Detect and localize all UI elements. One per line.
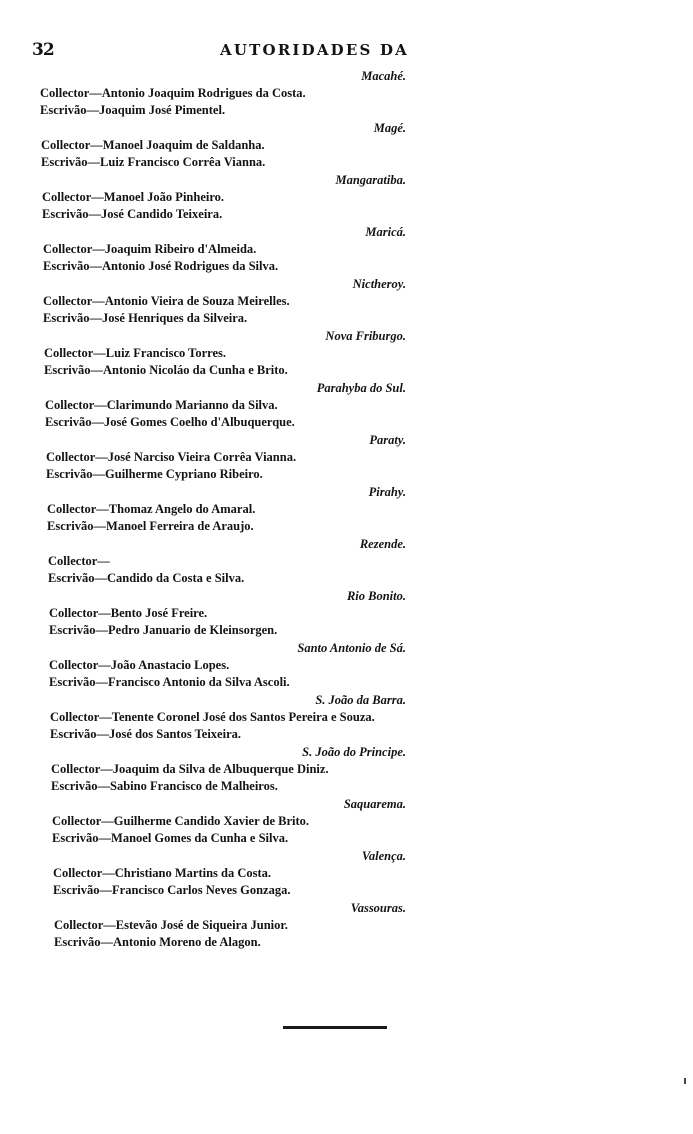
escrivao-line: [44, 362, 480, 379]
town-entry: [43, 223, 480, 275]
collector-label: Collector—: [47, 502, 109, 516]
escrivao-name: José Gomes Coelho d'Albuquerque.: [104, 415, 295, 429]
collector-label: Collector—: [40, 86, 102, 100]
escrivao-label: Escrivão—: [53, 883, 113, 897]
escrivao-line: [48, 570, 480, 587]
town-entry: [48, 535, 480, 587]
collector-line: [52, 813, 480, 830]
collector-line: [46, 449, 480, 466]
town-entry: [44, 327, 480, 379]
escrivao-name: Luiz Francisco Corrêa Vianna.: [100, 155, 266, 169]
collector-label: Collector—: [49, 658, 111, 672]
town-entry: [47, 483, 480, 535]
escrivao-name: Pedro Januario de Kleinsorgen.: [108, 623, 278, 637]
town-entry: [41, 119, 480, 171]
escrivao-name: José Candido Teixeira.: [101, 207, 223, 221]
collector-line: [45, 397, 480, 414]
collector-name: Christiano Martins da Costa.: [114, 866, 272, 880]
town-name: Valença.: [361, 849, 406, 863]
escrivao-label: Escrivão—: [47, 519, 107, 533]
town-entry: [54, 899, 480, 951]
escrivao-line: [43, 258, 480, 275]
escrivao-line: [52, 830, 480, 847]
collector-name: Antonio Vieira de Souza Meirelles.: [104, 294, 290, 308]
collector-line: [43, 241, 480, 258]
collector-name: Antonio Joaquim Rodrigues da Costa.: [101, 86, 306, 100]
collector-label: Collector—: [50, 710, 112, 724]
town-entry: [50, 691, 480, 743]
collector-name: Joaquim da Silva de Albuquerque Diniz.: [112, 762, 329, 776]
town-name: Nova Friburgo.: [325, 329, 406, 343]
collector-name: Joaquim Ribeiro d'Almeida.: [104, 242, 257, 256]
town-name: Rio Bonito.: [346, 589, 406, 603]
escrivao-label: Escrivão—: [54, 935, 114, 949]
collector-name: João Anastacio Lopes.: [110, 658, 230, 672]
escrivao-label: Escrivão—: [43, 259, 103, 273]
running-title: AUTORIDADES DA: [220, 41, 410, 59]
escrivao-name: Antonio Moreno de Alagon.: [113, 935, 261, 949]
town-entry: [49, 639, 480, 691]
escrivao-line: [43, 310, 480, 327]
collector-line: [49, 657, 480, 674]
town-name: S. João da Barra.: [315, 693, 406, 707]
collector-name: Clarimundo Marianno da Silva.: [106, 398, 278, 412]
collector-name: Manoel Joaquim de Saldanha.: [102, 138, 265, 152]
collector-label: Collector—: [48, 554, 110, 568]
escrivao-name: José dos Santos Teixeira.: [109, 727, 241, 741]
town-name: Saquarema.: [343, 797, 406, 811]
collector-line: [40, 85, 480, 102]
collector-label: Collector—: [52, 814, 114, 828]
collector-label: Collector—: [49, 606, 111, 620]
collector-name: Guilherme Candido Xavier de Brito.: [113, 814, 310, 828]
escrivao-label: Escrivão—: [51, 779, 111, 793]
page-header: [32, 40, 432, 64]
escrivao-line: [41, 154, 480, 171]
collector-line: [43, 293, 480, 310]
escrivao-line: [45, 414, 480, 431]
collector-label: Collector—: [43, 294, 105, 308]
town-entry: [46, 431, 480, 483]
page-number: 32: [32, 40, 54, 60]
escrivao-line: [49, 674, 480, 691]
town-entry: [53, 847, 480, 899]
escrivao-line: [46, 466, 480, 483]
town-entry: [40, 67, 480, 119]
end-rule: [283, 1026, 387, 1029]
collector-label: Collector—: [54, 918, 116, 932]
town-entry: [43, 275, 480, 327]
collector-label: Collector—: [53, 866, 115, 880]
collector-label: Collector—: [42, 190, 104, 204]
collector-line: [49, 605, 480, 622]
escrivao-name: Guilherme Cypriano Ribeiro.: [105, 467, 263, 481]
town-name: Parahyba do Sul.: [316, 381, 406, 395]
escrivao-line: [40, 102, 480, 119]
collector-line: [41, 137, 480, 154]
escrivao-label: Escrivão—: [49, 623, 109, 637]
escrivao-line: [42, 206, 480, 223]
town-name: Santo Antonio de Sá.: [297, 641, 406, 655]
escrivao-name: Sabino Francisco de Malheiros.: [110, 779, 278, 793]
town-entry: [52, 795, 480, 847]
town-entry: [45, 379, 480, 431]
stray-mark: [684, 1078, 686, 1084]
escrivao-name: Antonio José Rodrigues da Silva.: [102, 259, 279, 273]
collector-name: Estevão José de Siqueira Junior.: [115, 918, 288, 932]
town-name: Magé.: [373, 121, 406, 135]
escrivao-label: Escrivão—: [43, 311, 103, 325]
escrivao-label: Escrivão—: [44, 363, 104, 377]
escrivao-name: Antonio Nicoláo da Cunha e Brito.: [103, 363, 288, 377]
escrivao-label: Escrivão—: [48, 571, 108, 585]
escrivao-label: Escrivão—: [50, 727, 110, 741]
collector-name: Manoel João Pinheiro.: [103, 190, 225, 204]
authority-list: [40, 67, 480, 951]
collector-line: [54, 917, 480, 934]
escrivao-line: [49, 622, 480, 639]
town-name: S. João do Principe.: [302, 745, 406, 759]
collector-line: [42, 189, 480, 206]
escrivao-name: Francisco Antonio da Silva Ascoli.: [108, 675, 290, 689]
town-entry: [51, 743, 480, 795]
collector-line: [47, 501, 480, 518]
collector-label: Collector—: [44, 346, 106, 360]
escrivao-name: Manoel Ferreira de Araujo.: [106, 519, 254, 533]
town-name: Nictheroy.: [352, 277, 406, 291]
collector-line: [44, 345, 480, 362]
escrivao-name: José Henriques da Silveira.: [102, 311, 248, 325]
escrivao-line: [51, 778, 480, 795]
escrivao-label: Escrivão—: [46, 467, 106, 481]
escrivao-line: [47, 518, 480, 535]
escrivao-label: Escrivão—: [49, 675, 109, 689]
collector-line: [51, 761, 480, 778]
collector-name: Tenente Coronel José dos Santos Pereira e Souza.: [111, 710, 375, 724]
collector-name: José Narciso Vieira Corrêa Vianna.: [107, 450, 297, 464]
escrivao-label: Escrivão—: [52, 831, 112, 845]
escrivao-name: Manoel Gomes da Cunha e Silva.: [111, 831, 289, 845]
escrivao-line: [54, 934, 480, 951]
town-name: Rezende.: [359, 537, 406, 551]
collector-name: Bento José Freire.: [110, 606, 208, 620]
town-entry: [42, 171, 480, 223]
collector-line: [50, 709, 480, 726]
collector-line: [53, 865, 480, 882]
collector-name: Luiz Francisco Torres.: [105, 346, 227, 360]
escrivao-label: Escrivão—: [41, 155, 101, 169]
town-name: Vassouras.: [350, 901, 406, 915]
escrivao-name: Joaquim José Pimentel.: [99, 103, 226, 117]
collector-label: Collector—: [43, 242, 105, 256]
escrivao-label: Escrivão—: [42, 207, 102, 221]
escrivao-label: Escrivão—: [45, 415, 105, 429]
escrivao-line: [53, 882, 480, 899]
collector-name: Thomaz Angelo do Amaral.: [108, 502, 256, 516]
town-name: Paraty.: [369, 433, 406, 447]
town-name: Pirahy.: [368, 485, 406, 499]
town-name: Macahé.: [361, 69, 406, 83]
town-entry: [49, 587, 480, 639]
collector-label: Collector—: [51, 762, 113, 776]
collector-label: Collector—: [46, 450, 108, 464]
collector-line: [48, 553, 480, 570]
collector-label: Collector—: [45, 398, 107, 412]
escrivao-label: Escrivão—: [40, 103, 100, 117]
escrivao-name: Candido da Costa e Silva.: [107, 571, 245, 585]
escrivao-name: Francisco Carlos Neves Gonzaga.: [112, 883, 291, 897]
collector-label: Collector—: [41, 138, 103, 152]
town-name: Maricá.: [365, 225, 406, 239]
escrivao-line: [50, 726, 480, 743]
town-name: Mangaratiba.: [335, 173, 406, 187]
